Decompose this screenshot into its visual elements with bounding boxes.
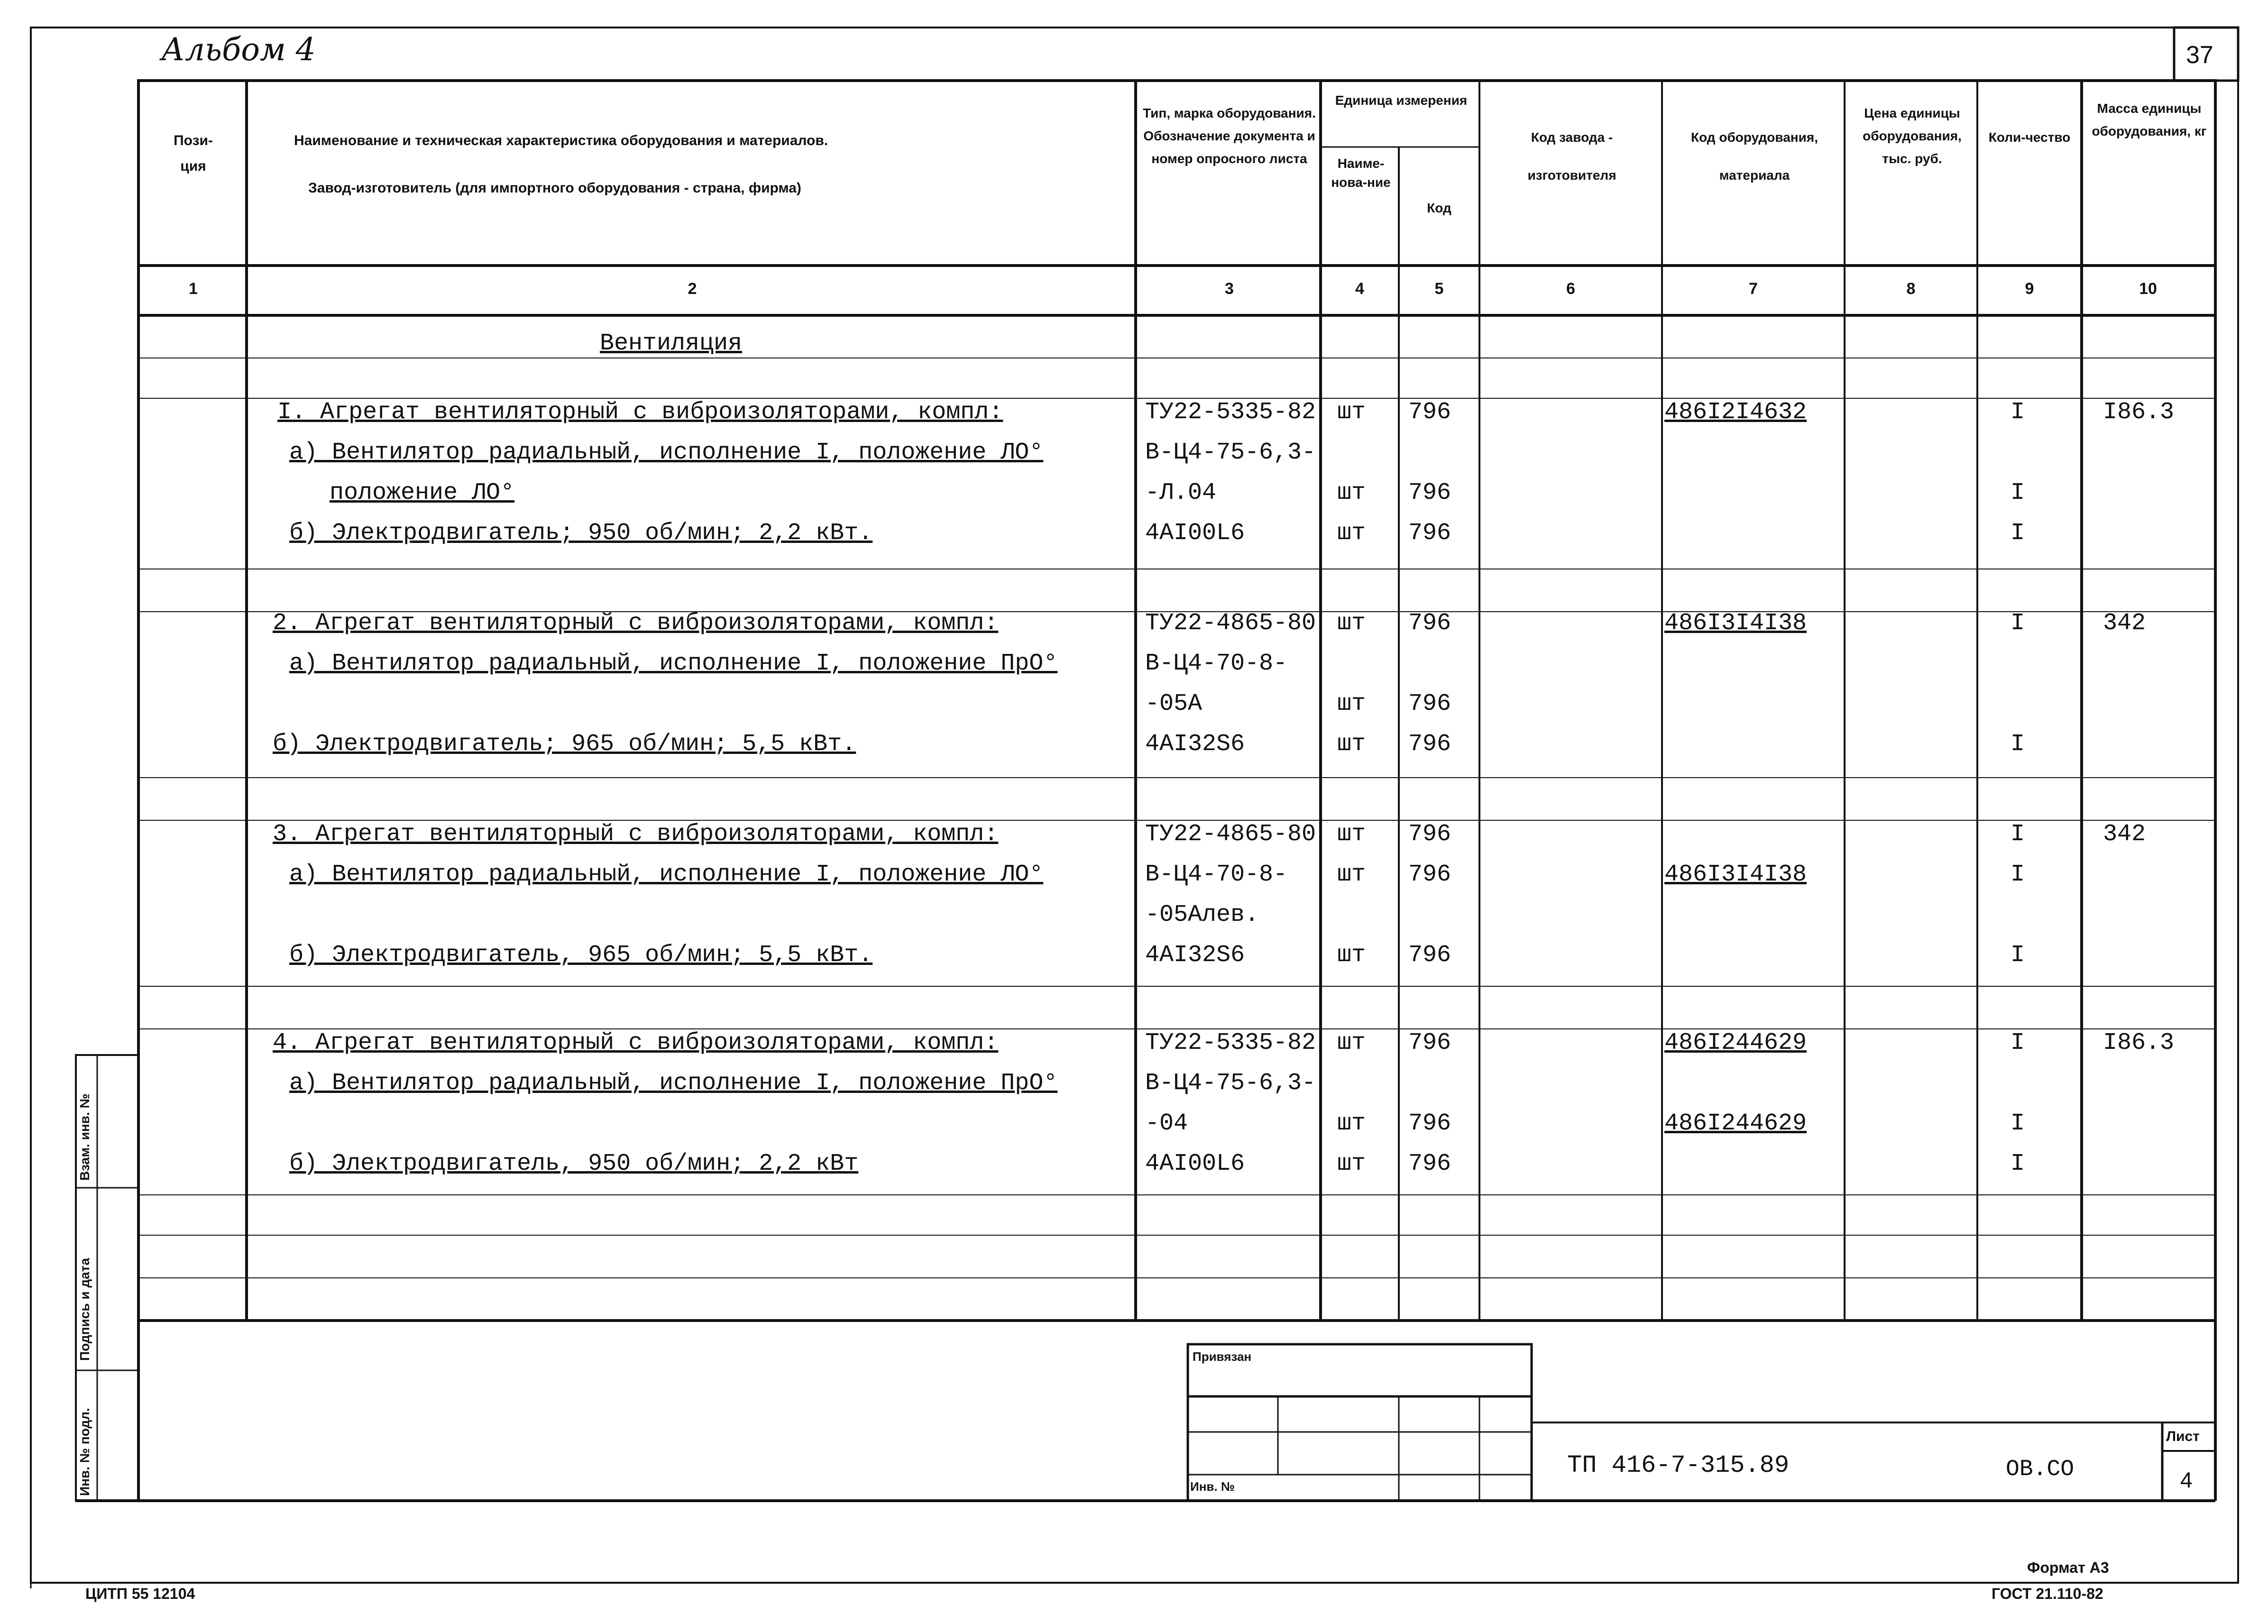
doc-suffix: ОВ.СО xyxy=(2006,1457,2075,1482)
stamp-privyazan: Привязан xyxy=(1193,1349,1252,1364)
row-unit: шт xyxy=(1337,1029,1366,1056)
header-factory-code: Код завода - изготовителя xyxy=(1527,130,1616,183)
row-type: -05Алев. xyxy=(1145,901,1259,928)
row-unit-code: 796 xyxy=(1408,1110,1451,1137)
row-name: б) Электродвигатель; 965 об/мин; 5,5 кВт. xyxy=(273,731,856,758)
row-unit-code: 796 xyxy=(1408,399,1451,426)
row-quantity: I xyxy=(2011,1150,2025,1177)
row-unit: шт xyxy=(1337,821,1366,848)
row-name: а) Вентилятор радиальный, исполнение I, положение ЛО° xyxy=(289,861,1044,888)
colnum-1: 1 xyxy=(189,280,198,298)
row-unit-code: 796 xyxy=(1408,942,1451,969)
row-type: -05А xyxy=(1145,690,1203,717)
row-unit: шт xyxy=(1337,520,1366,547)
header-quantity: Коли-чество xyxy=(1988,130,2071,145)
row-type: ТУ22-4865-80 xyxy=(1145,821,1316,848)
row-name: 4. Агрегат вентиляторный с виброизоляторами, компл: xyxy=(273,1029,999,1056)
stamp-inv-no: Инв. № xyxy=(1190,1479,1235,1494)
doc-code: ТП 416-7-315.89 xyxy=(1567,1451,1790,1479)
row-type: В-Ц4-75-6,3- xyxy=(1145,1070,1316,1097)
colnum-9: 9 xyxy=(2025,280,2034,298)
footer-left: ЦИТП 55 12104 xyxy=(85,1585,195,1602)
row-quantity: I xyxy=(2011,399,2025,426)
row-name: а) Вентилятор радиальный, исполнение I, положение ЛО° xyxy=(289,439,1044,466)
row-unit: шт xyxy=(1337,1110,1366,1137)
row-type: ТУ22-5335-82 xyxy=(1145,1029,1316,1056)
row-quantity: I xyxy=(2011,731,2025,758)
row-unit-code: 796 xyxy=(1408,821,1451,848)
header-position: Пози- ция xyxy=(174,133,213,174)
footer-gost: ГОСТ 21.110-82 xyxy=(1992,1585,2103,1602)
row-name: б) Электродвигатель, 965 об/мин; 5,5 кВт. xyxy=(289,942,873,969)
row-type: 4АI00L6 xyxy=(1145,1150,1245,1177)
row-mass: 342 xyxy=(2103,821,2146,848)
list-number: 4 xyxy=(2180,1468,2193,1492)
colnum-6: 6 xyxy=(1566,280,1575,298)
row-name: 3. Агрегат вентиляторный с виброизоляторами, компл: xyxy=(273,821,999,848)
header-price: Цена единицы оборудования, тыс. руб. xyxy=(1863,106,1962,166)
side-podpis-data: Подпись и дата xyxy=(77,1258,92,1361)
row-unit: шт xyxy=(1337,942,1366,969)
row-unit-code: 796 xyxy=(1408,520,1451,547)
sheet-top-number: 37 xyxy=(2186,41,2213,69)
row-equipment-code: 486I244629 xyxy=(1664,1110,1807,1137)
row-type: В-Ц4-70-8- xyxy=(1145,650,1288,677)
row-type: 4АI32S6 xyxy=(1145,731,1245,758)
row-unit: шт xyxy=(1337,690,1366,717)
row-mass: 342 xyxy=(2103,610,2146,637)
row-quantity: I xyxy=(2011,1110,2025,1137)
row-unit: шт xyxy=(1337,479,1366,506)
row-name: а) Вентилятор радиальный, исполнение I, положение ПрО° xyxy=(289,650,1058,677)
row-type: 4АI32S6 xyxy=(1145,942,1245,969)
row-name: а) Вентилятор радиальный, исполнение I, положение ПрО° xyxy=(289,1070,1058,1097)
row-mass: I86.3 xyxy=(2103,399,2175,426)
header-name-line2: Завод-изготовитель (для импортного оборудования - страна, фирма) xyxy=(308,180,801,196)
row-unit-code: 796 xyxy=(1408,1150,1451,1177)
row-quantity: I xyxy=(2011,610,2025,637)
row-name: положение ЛО° xyxy=(330,479,515,506)
colnum-3: 3 xyxy=(1225,280,1234,298)
row-unit: шт xyxy=(1337,731,1366,758)
row-name: б) Электродвигатель, 950 об/мин; 2,2 кВт xyxy=(289,1150,859,1177)
section-title: Вентиляция xyxy=(600,330,743,357)
row-quantity: I xyxy=(2011,821,2025,848)
side-inv-podl: Инв. № подл. xyxy=(77,1408,92,1496)
row-name: 2. Агрегат вентиляторный с виброизоляторами, компл: xyxy=(273,610,999,637)
row-unit: шт xyxy=(1337,610,1366,637)
row-unit: шт xyxy=(1337,399,1366,426)
row-equipment-code: 486I2I4632 xyxy=(1664,399,1807,426)
header-type: Тип, марка оборудования. Обозначение документа и номер опросного листа xyxy=(1143,106,1316,166)
row-unit-code: 796 xyxy=(1408,610,1451,637)
row-type: ТУ22-4865-80 xyxy=(1145,610,1316,637)
row-name: I. Агрегат вентиляторный с виброизоляторами, компл: xyxy=(277,399,1003,426)
row-quantity: I xyxy=(2011,479,2025,506)
colnum-4: 4 xyxy=(1355,280,1364,298)
colnum-5: 5 xyxy=(1434,280,1444,298)
row-quantity: I xyxy=(2011,520,2025,547)
row-unit-code: 796 xyxy=(1408,479,1451,506)
row-unit-code: 796 xyxy=(1408,690,1451,717)
header-unit-name: Наиме-нова-ние xyxy=(1331,156,1391,190)
row-type: 4АI00L6 xyxy=(1145,520,1245,547)
row-quantity: I xyxy=(2011,1029,2025,1056)
row-type: -04 xyxy=(1145,1110,1188,1137)
colnum-10: 10 xyxy=(2139,280,2157,298)
list-label: Лист xyxy=(2166,1429,2200,1444)
row-quantity: I xyxy=(2011,861,2025,888)
row-unit-code: 796 xyxy=(1408,1029,1451,1056)
row-unit-code: 796 xyxy=(1408,731,1451,758)
row-type: В-Ц4-75-6,3- xyxy=(1145,439,1316,466)
colnum-8: 8 xyxy=(1906,280,1916,298)
header-name-line1: Наименование и техническая характеристика оборудования и материалов. xyxy=(294,133,828,148)
side-vzam-inv: Взам. инв. № xyxy=(77,1093,92,1181)
row-quantity: I xyxy=(2011,942,2025,969)
header-equipment-code: Код оборудования, материала xyxy=(1690,130,1818,183)
colnum-7: 7 xyxy=(1749,280,1758,298)
row-unit-code: 796 xyxy=(1408,861,1451,888)
row-type: -Л.04 xyxy=(1145,479,1217,506)
row-type: ТУ22-5335-82 xyxy=(1145,399,1316,426)
row-equipment-code: 486I244629 xyxy=(1664,1029,1807,1056)
header-unit: Единица измерения xyxy=(1335,93,1468,108)
row-unit: шт xyxy=(1337,1150,1366,1177)
row-equipment-code: 486I3I4I38 xyxy=(1664,610,1807,637)
row-unit: шт xyxy=(1337,861,1366,888)
row-name: б) Электродвигатель; 950 об/мин; 2,2 кВт. xyxy=(289,520,873,547)
album-label: Альбом 4 xyxy=(161,31,316,68)
row-type: В-Ц4-70-8- xyxy=(1145,861,1288,888)
row-equipment-code: 486I3I4I38 xyxy=(1664,861,1807,888)
colnum-2: 2 xyxy=(688,280,697,298)
header-unit-code: Код xyxy=(1427,201,1451,215)
footer-format: Формат А3 xyxy=(2027,1559,2109,1576)
row-mass: I86.3 xyxy=(2103,1029,2175,1056)
header-mass: Масса единицы оборудования, кг xyxy=(2092,101,2207,138)
